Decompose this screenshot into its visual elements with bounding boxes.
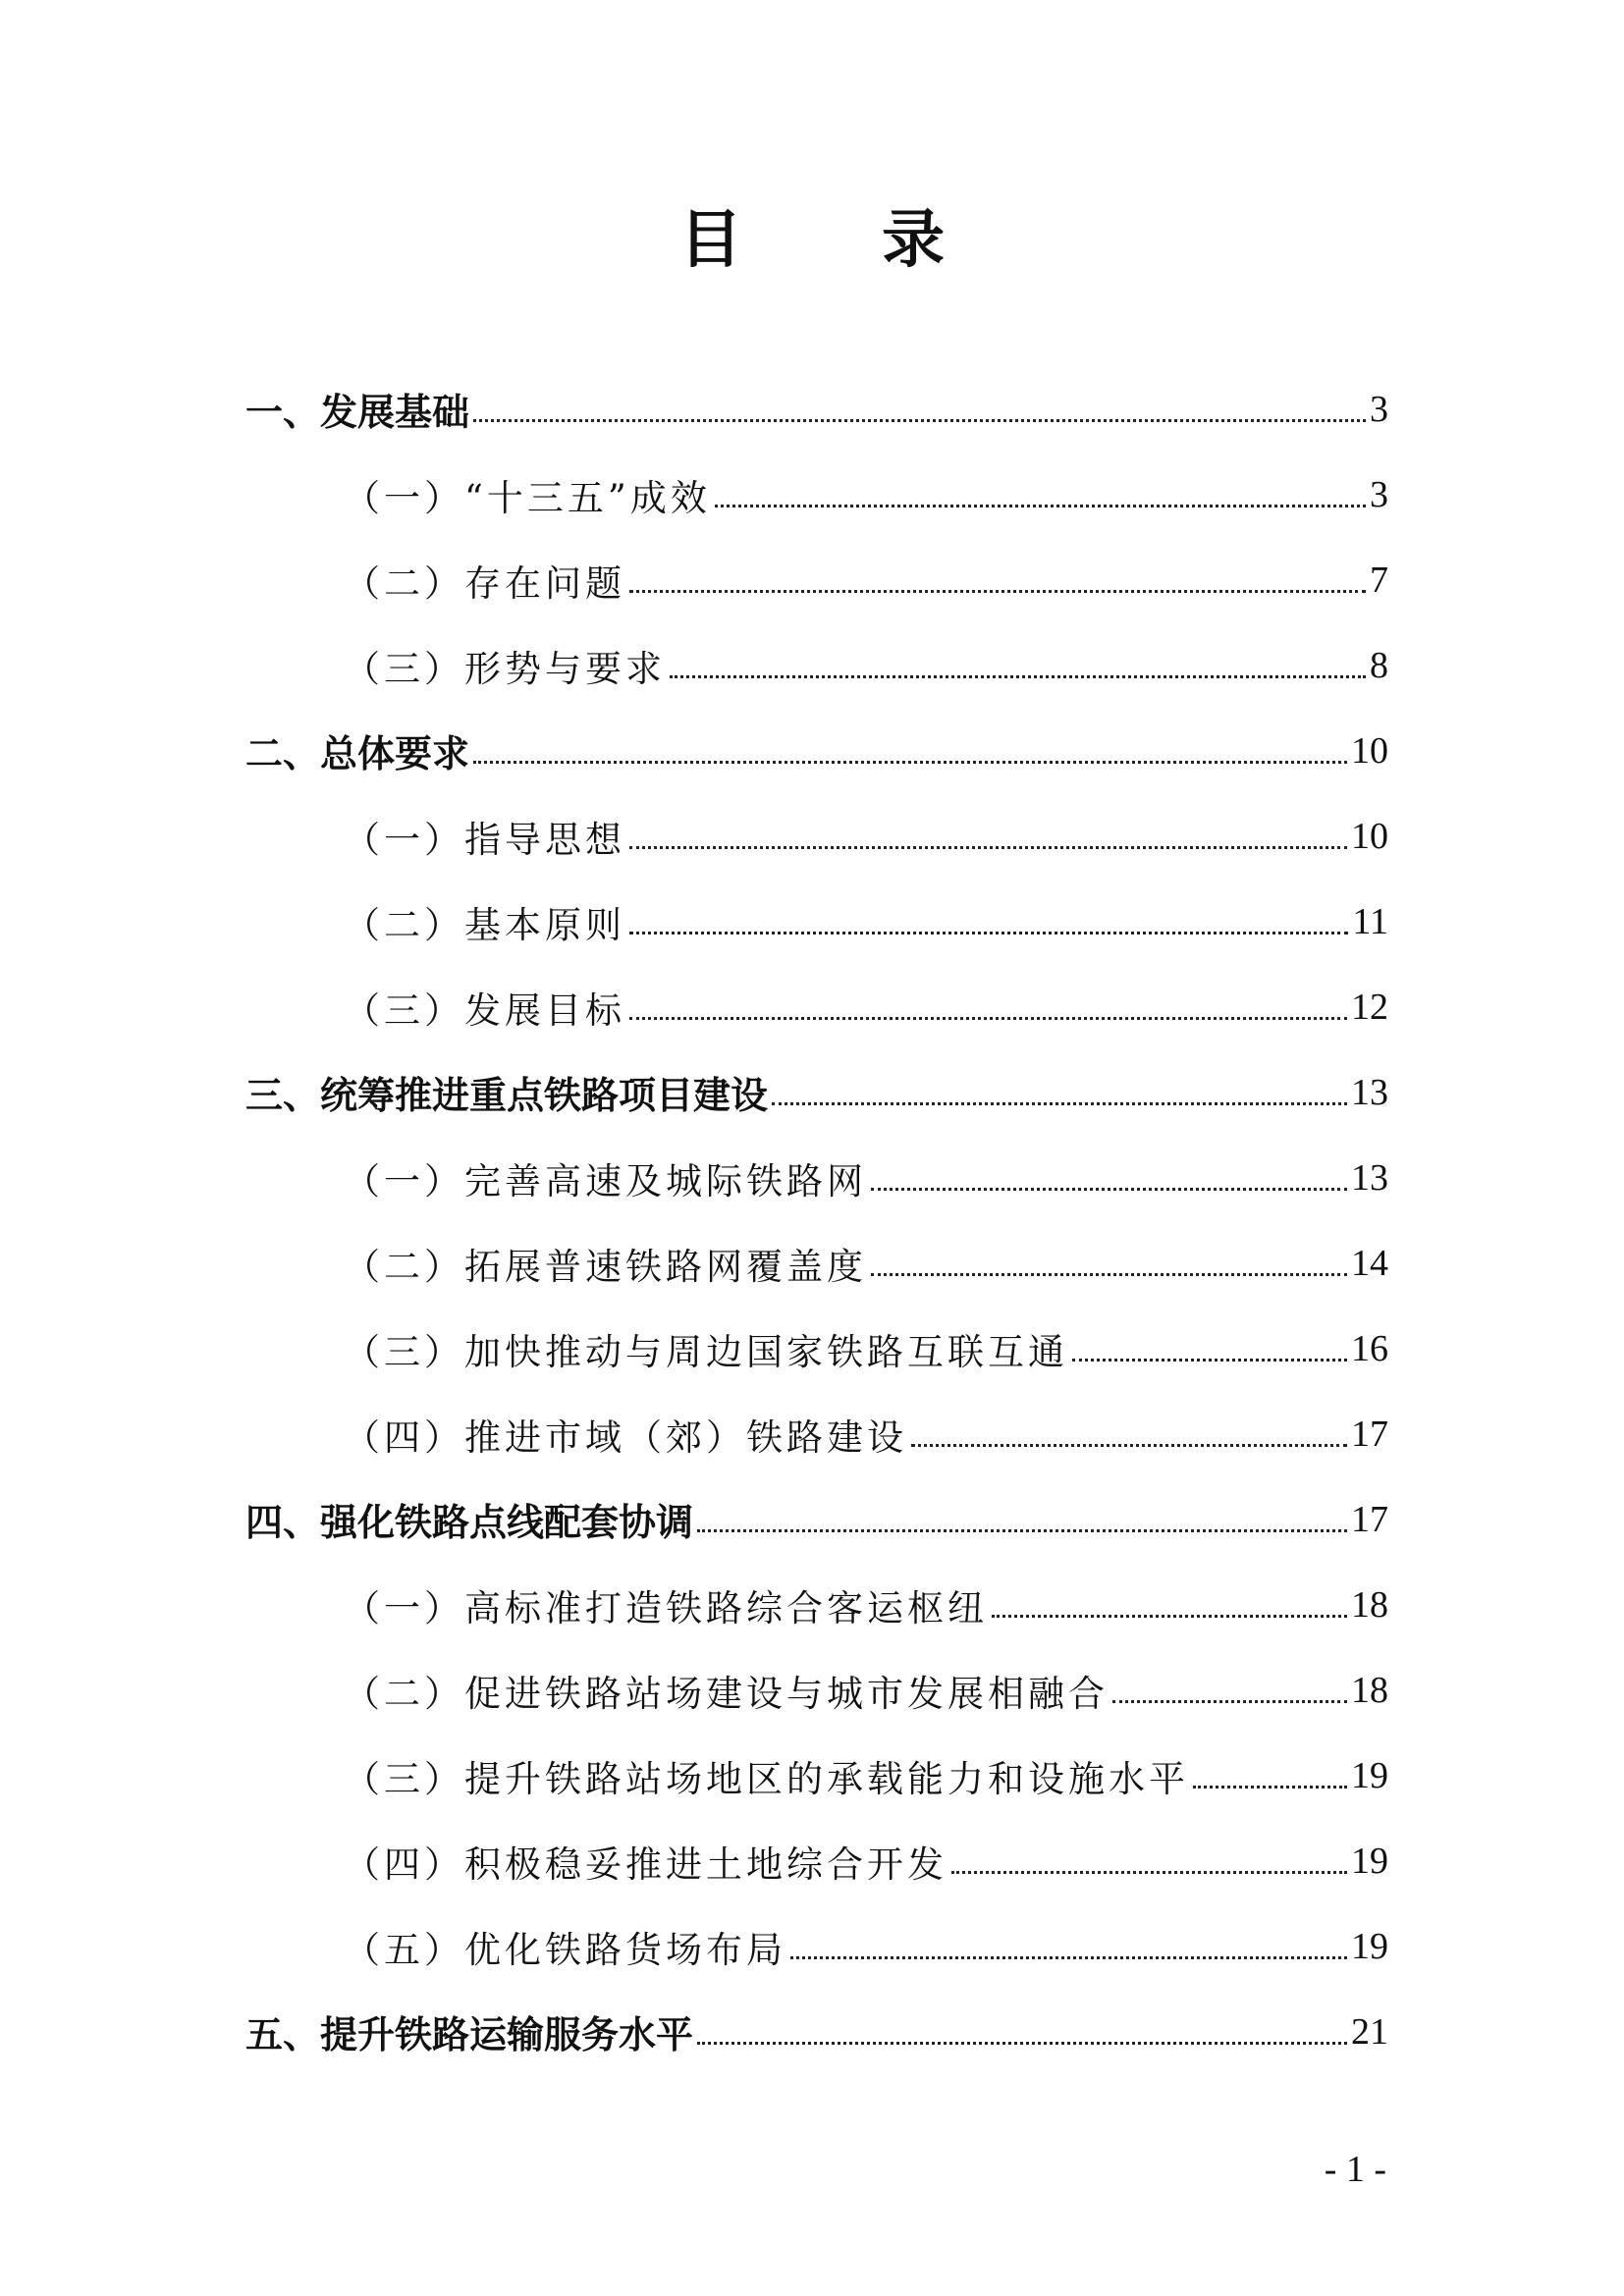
dot-leader <box>629 846 1347 849</box>
dot-leader <box>951 1871 1347 1874</box>
toc-subsection-entry[interactable] <box>0 1135 1624 1220</box>
toc-page-number: 18 <box>1351 1669 1388 1711</box>
toc-section-entry[interactable] <box>0 1049 1624 1135</box>
toc-page-number: 13 <box>1351 1156 1388 1199</box>
dot-leader <box>670 675 1366 678</box>
dot-leader <box>629 1017 1347 1020</box>
toc-page-number: 17 <box>1351 1413 1388 1455</box>
toc-subsection-entry[interactable] <box>0 964 1624 1049</box>
toc-entry-title: （一）指导思想 <box>344 818 625 861</box>
toc-page-number: 21 <box>1351 2010 1388 2053</box>
toc-subsection-entry[interactable] <box>0 1818 1624 1903</box>
dot-leader <box>1112 1700 1347 1703</box>
toc-subsection-entry[interactable] <box>0 1562 1624 1647</box>
toc-entry-title: （二）存在问题 <box>344 561 625 605</box>
toc-entry-title: （五）优化铁路货场布局 <box>344 1928 786 1971</box>
toc-page-number: 16 <box>1351 1327 1388 1369</box>
toc-entry-title: （三）发展目标 <box>344 988 625 1032</box>
toc-entry-title: （一）完善高速及城际铁路网 <box>344 1159 867 1202</box>
toc-entry-title: 一、发展基础 <box>245 391 470 434</box>
dot-leader <box>697 1529 1347 1532</box>
toc-subsection-entry[interactable] <box>0 1647 1624 1733</box>
toc-entry-title: 四、强化铁路点线配套协调 <box>245 1501 694 1544</box>
toc-subsection-entry[interactable] <box>0 1306 1624 1391</box>
page-number-footer: - 1 - <box>1324 2149 1386 2190</box>
toc-subsection-entry[interactable] <box>0 879 1624 964</box>
toc-entry-title: （四）推进市域（郊）铁路建设 <box>344 1415 907 1459</box>
dot-leader <box>697 2042 1347 2045</box>
toc-section-entry[interactable] <box>0 708 1624 793</box>
toc-page-number: 11 <box>1352 900 1388 942</box>
dot-leader <box>790 1956 1347 1959</box>
toc-section-entry[interactable] <box>0 366 1624 452</box>
toc-subsection-entry[interactable] <box>0 452 1624 537</box>
toc-page-number: 10 <box>1351 729 1388 772</box>
dot-leader <box>911 1444 1347 1447</box>
toc-page-number: 19 <box>1351 1925 1388 1967</box>
dot-leader <box>473 419 1366 422</box>
toc-page-number: 3 <box>1370 388 1388 430</box>
toc-entry-title: 五、提升铁路运输服务水平 <box>245 2013 694 2056</box>
page-title: 目 录 <box>678 203 1004 277</box>
toc-entry-title: （三）加快推动与周边国家铁路互联互通 <box>344 1330 1068 1373</box>
toc-page-number: 19 <box>1351 1754 1388 1796</box>
toc-page-number: 19 <box>1351 1840 1388 1882</box>
toc-subsection-entry[interactable] <box>0 1220 1624 1306</box>
dot-leader <box>1193 1786 1347 1789</box>
toc-page-number: 13 <box>1351 1071 1388 1113</box>
toc-section-entry[interactable] <box>0 1989 1624 2074</box>
dot-leader <box>772 1102 1347 1105</box>
toc-subsection-entry[interactable] <box>0 1733 1624 1818</box>
toc-page-number: 18 <box>1351 1583 1388 1626</box>
dot-leader <box>629 932 1348 934</box>
toc-entry-title: （二）促进铁路站场建设与城市发展相融合 <box>344 1672 1109 1715</box>
dot-leader <box>473 761 1347 764</box>
toc-subsection-entry[interactable] <box>0 537 1624 622</box>
toc-entry-title: 三、统筹推进重点铁路项目建设 <box>245 1074 769 1117</box>
toc-subsection-entry[interactable] <box>0 1903 1624 1989</box>
toc-entry-title: （四）积极稳妥推进土地综合开发 <box>344 1842 947 1886</box>
dot-leader <box>871 1188 1347 1191</box>
toc-entry-title: （三）形势与要求 <box>344 647 666 690</box>
toc-subsection-entry[interactable] <box>0 793 1624 879</box>
toc-page-number: 3 <box>1370 473 1388 515</box>
toc-section-entry[interactable] <box>0 1476 1624 1562</box>
toc-page-number: 7 <box>1370 559 1388 601</box>
toc-entry-title: （一）高标准打造铁路综合客运枢纽 <box>344 1586 988 1629</box>
dot-leader <box>1072 1359 1347 1362</box>
dot-leader <box>629 590 1366 593</box>
toc-entry-title: （一）“十三五”成效 <box>344 476 711 519</box>
table-of-contents <box>0 366 1624 2074</box>
toc-page-number: 17 <box>1351 1498 1388 1540</box>
toc-subsection-entry[interactable] <box>0 622 1624 708</box>
toc-page-number: 8 <box>1370 644 1388 686</box>
dot-leader <box>992 1615 1347 1618</box>
toc-page-number: 10 <box>1351 815 1388 857</box>
dot-leader <box>871 1273 1347 1276</box>
toc-page-number: 14 <box>1351 1242 1388 1284</box>
toc-entry-title: （二）拓展普速铁路网覆盖度 <box>344 1245 867 1288</box>
toc-entry-title: （二）基本原则 <box>344 903 625 946</box>
toc-entry-title: 二、总体要求 <box>245 732 470 775</box>
dot-leader <box>715 505 1366 507</box>
toc-page-number: 12 <box>1351 986 1388 1028</box>
toc-entry-title: （三）提升铁路站场地区的承载能力和设施水平 <box>344 1757 1189 1800</box>
toc-subsection-entry[interactable] <box>0 1391 1624 1476</box>
